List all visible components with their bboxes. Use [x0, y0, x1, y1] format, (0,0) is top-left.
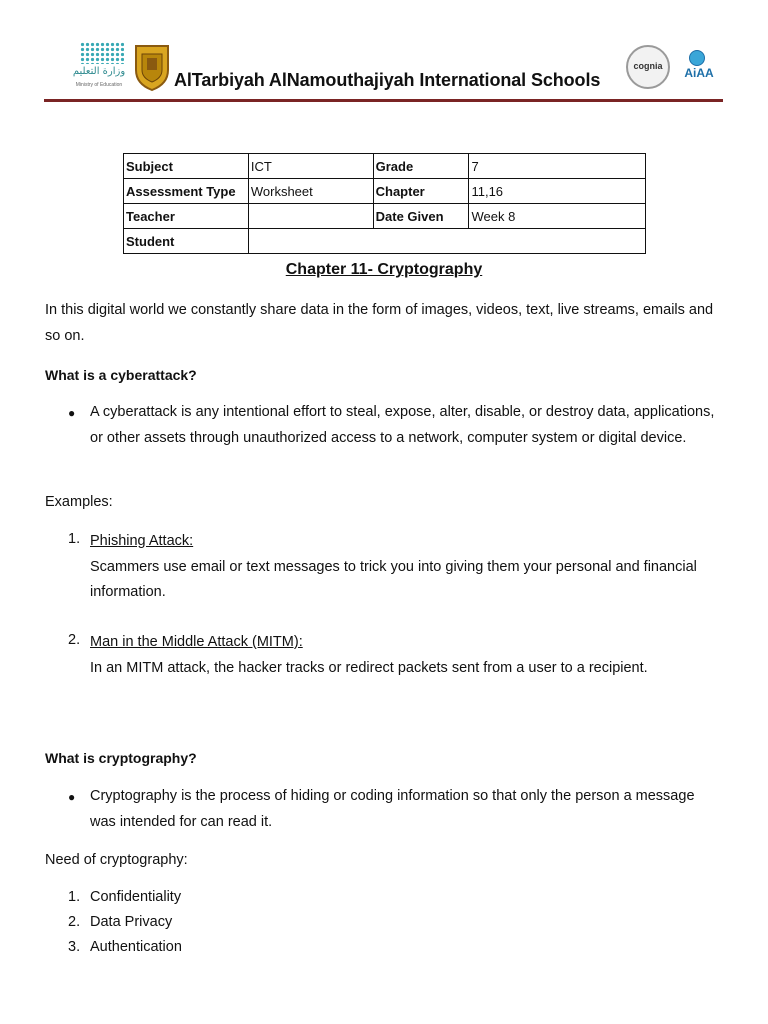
ministry-logo-dots — [80, 42, 124, 64]
table-cell: Date Given — [373, 204, 469, 229]
table-cell: ICT — [248, 154, 373, 179]
list-number: 2. — [68, 914, 81, 930]
table-row — [124, 204, 646, 229]
example-number: 1. — [68, 531, 81, 547]
list-number: 3. — [68, 939, 81, 955]
table-row — [124, 229, 646, 254]
example-title: Phishing Attack: — [90, 533, 194, 549]
table-cell: Grade — [373, 154, 469, 179]
ministry-logo-english-text: Ministry of Education — [75, 82, 123, 88]
aiaa-logo-text: AiAA — [684, 66, 714, 80]
page-header — [44, 40, 724, 102]
globe-icon — [689, 50, 705, 66]
table-cell: Chapter — [373, 179, 469, 204]
chapter-title: Chapter 11- Cryptography — [285, 261, 483, 278]
student-value-cell — [248, 229, 645, 254]
list-item — [0, 939, 768, 964]
table-cell: 7 — [469, 154, 646, 179]
list-text: Confidentiality — [90, 889, 182, 905]
example-title: Man in the Middle Attack (MITM): — [90, 634, 303, 650]
example-text: In an MITM attack, the hacker tracks or redirect packets sent from a user to a recipient. — [90, 659, 648, 676]
aiaa-logo — [674, 50, 724, 90]
list-number: 1. — [68, 889, 81, 905]
cognia-accreditation-logo — [626, 45, 670, 89]
header-divider — [44, 99, 723, 102]
bullet-icon: ● — [68, 790, 76, 804]
need-label: Need of cryptography: — [45, 852, 188, 868]
teacher-value-cell — [248, 204, 373, 229]
ministry-of-education-logo — [70, 42, 128, 94]
example-body — [90, 529, 720, 606]
school-crest-logo — [132, 42, 172, 92]
cyberattack-definition-text: A cyberattack is any intentional effort to steal, expose, alter, disable, or destroy data, applications, or other assets through unauthorized access to a network, computer system or digital device. — [90, 404, 715, 446]
intro-paragraph: In this digital world we constantly share data in the form of images, videos, text, live streams, emails and so on. — [45, 302, 714, 344]
school-name: AlTarbiyah AlNamouthajiyah International Schools — [174, 70, 601, 90]
example-body — [90, 630, 670, 681]
table-cell: Worksheet — [248, 179, 373, 204]
table-cell: 11,16 — [469, 179, 646, 204]
cognia-logo-text: cognia — [633, 61, 663, 71]
example-number: 2. — [68, 632, 81, 648]
bullet-icon: ● — [68, 406, 76, 420]
table-cell: Week 8 — [469, 204, 646, 229]
example-text: Scammers use email or text messages to trick you into giving them your personal and financial information. — [90, 558, 697, 600]
table-row — [124, 154, 646, 179]
list-text: Data Privacy — [90, 914, 173, 930]
table-cell: Student — [124, 229, 249, 254]
list-item — [0, 914, 768, 939]
cryptography-heading: What is cryptography? — [45, 750, 197, 766]
assessment-info-table — [123, 153, 646, 254]
ministry-logo-arabic-text: وزارة التعليم — [72, 66, 126, 77]
table-cell: Assessment Type — [124, 179, 249, 204]
cryptography-definition-text: Cryptography is the process of hiding or coding information so that only the person a message was intended for can read it. — [90, 788, 695, 830]
table-cell: Teacher — [124, 204, 249, 229]
table-row — [124, 179, 646, 204]
cyberattack-heading: What is a cyberattack? — [45, 367, 197, 383]
list-item — [0, 889, 768, 914]
examples-label: Examples: — [45, 494, 113, 510]
table-cell: Subject — [124, 154, 249, 179]
list-text: Authentication — [90, 939, 182, 955]
